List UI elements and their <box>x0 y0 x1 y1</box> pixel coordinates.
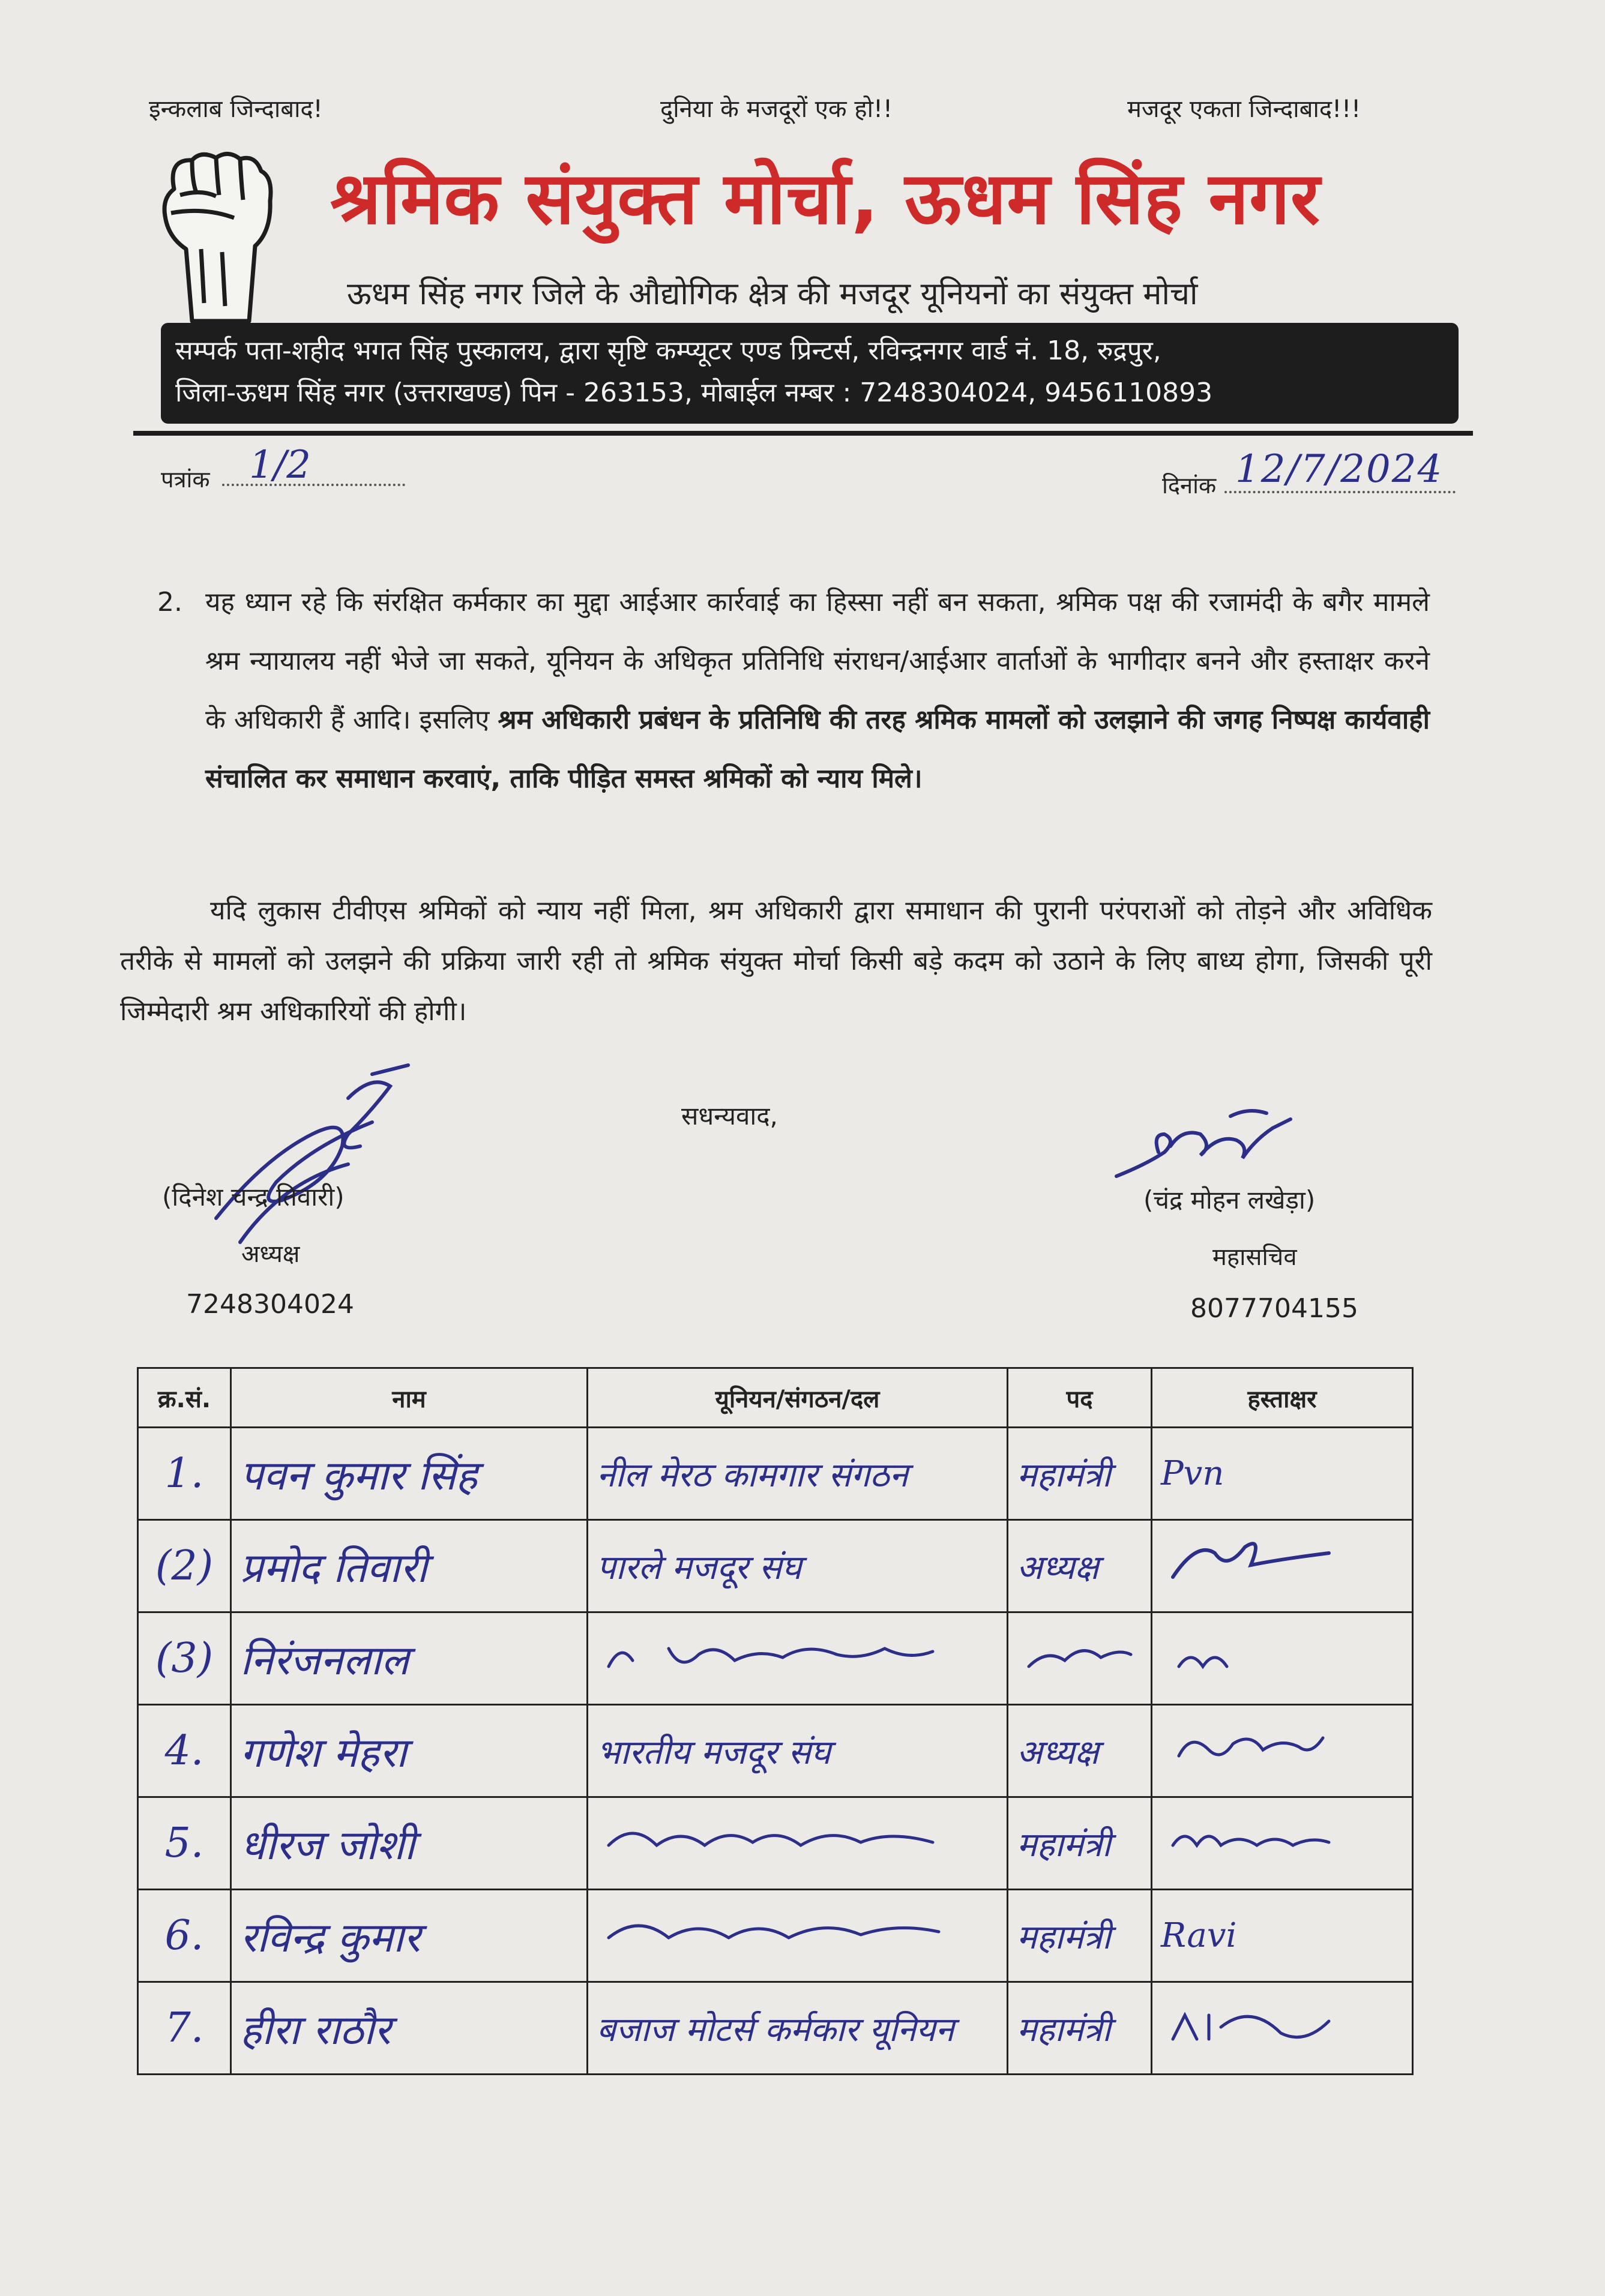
row-post: महामंत्री <box>1008 1890 1152 1982</box>
row-name: हीरा राठौर <box>231 1982 588 2075</box>
paragraph-text: यह ध्यान रहे कि संरक्षित कर्मकार का मुद्दा आईआर कार्रवाई का हिस्सा नहीं बन सकता, श्रमिक पक्ष की रजामंदी के बगैर मामले श्रम न्यायालय नहीं भेजे जा सकते, यूनियन के अधिकृत प्रतिनिधि संराधन/आईआर वार्ताओं के भागीदार बनने और हस्ताक्षर करने के अधिकारी हैं आदि। इसलिए <box>205 587 1430 735</box>
header-signature: हस्ताक्षर <box>1152 1368 1413 1428</box>
handwritten-signature-president <box>192 1062 480 1260</box>
signature-table <box>137 1367 1414 2075</box>
row-organization: पारले मजदूर संघ <box>588 1520 1008 1612</box>
contact-address-box <box>161 323 1459 424</box>
row-serial: 7. <box>138 1982 231 2075</box>
paragraph-point-2 <box>157 573 1430 808</box>
table-row <box>138 1428 1413 1520</box>
handwritten-signature-mark <box>1161 1624 1281 1684</box>
table-row <box>138 1520 1413 1612</box>
row-signature <box>1152 1982 1413 2075</box>
row-post: महामंत्री <box>1008 1428 1152 1520</box>
handwritten-signature-general-secretary <box>1110 1098 1326 1188</box>
row-signature <box>1152 1797 1413 1890</box>
header-organization: यूनियन/संगठन/दल <box>588 1368 1008 1428</box>
slogan-right: मजदूर एकता जिन्दाबाद!!! <box>1127 95 1361 123</box>
table-row <box>138 1797 1413 1890</box>
date-label: दिनांक <box>1162 472 1217 499</box>
paragraph-warning: यदि लुकास टीवीएस श्रमिकों को न्याय नहीं मिला, श्रम अधिकारी द्वारा समाधान की पुरानी परंपराओं को तोड़ने और अविधिक तरीके से मामलों को उलझने की प्रक्रिया जारी रही तो श्रमिक संयुक्त मोर्चा किसी बड़े कदम को उठाने के लिए बाध्य होगा, जिसकी पूरी जिम्मेदारी श्रम अधिकारियों की होगी। <box>120 895 1432 1027</box>
signatory-title-general-secretary: महासचिव <box>1212 1243 1297 1271</box>
handwritten-signature-mark <box>1161 1714 1341 1780</box>
handwritten-signature-mark <box>1161 1529 1341 1595</box>
row-serial: (3) <box>138 1612 231 1705</box>
row-organization <box>588 1890 1008 1982</box>
row-post: अध्यक्ष <box>1008 1705 1152 1797</box>
paragraph-number: 2. <box>157 587 182 618</box>
table-row <box>138 1890 1413 1982</box>
handwritten-organization-scribble <box>597 1902 957 1962</box>
row-organization: नील मेरठ कामगार संगठन <box>588 1428 1008 1520</box>
reference-number: 1/2 <box>249 443 311 487</box>
handwritten-post-scribble <box>1017 1624 1143 1684</box>
row-serial: 4. <box>138 1705 231 1797</box>
handwritten-signature-mark <box>1161 1991 1353 2057</box>
organization-title: श्रमिक संयुक्त मोर्चा, ऊधम सिंह नगर <box>330 157 1320 241</box>
signatory-name-general-secretary: (चंद्र मोहन लखेड़ा) <box>1143 1185 1316 1215</box>
slogan-left: इन्कलाब जिन्दाबाद! <box>149 95 323 123</box>
handwritten-organization-scribble <box>597 1624 957 1684</box>
signatory-name-president: (दिनेश चन्द्र तिवारी) <box>162 1182 345 1212</box>
row-organization <box>588 1797 1008 1890</box>
slogan-middle: दुनिया के मजदूरों एक हो!! <box>660 95 893 123</box>
row-signature <box>1152 1705 1413 1797</box>
row-name: निरंजनलाल <box>231 1612 588 1705</box>
paragraph-bold-text: श्रम अधिकारी प्रबंधन के प्रतिनिधि की तरह श्रमिक मामलों को उलझाने की जगह निष्पक्ष कार्यवाही संचालित कर समाधान करवाएं, ताकि पीड़ित समस्त श्रमिकों को न्याय मिले। <box>205 705 1430 794</box>
date-value: 12/7/2024 <box>1235 447 1444 491</box>
table-row <box>138 1705 1413 1797</box>
row-serial: 5. <box>138 1797 231 1890</box>
contact-line-1: सम्पर्क पता-शहीद भगत सिंह पुस्कालय, द्वारा सृष्टि कम्प्यूटर एण्ड प्रिन्टर्स, रविन्द्रनगर वार्ड नं. 18, रुद्रपुर, <box>175 335 1161 366</box>
row-serial: 6. <box>138 1890 231 1982</box>
handwritten-signature-mark <box>1161 1809 1341 1869</box>
row-name: प्रमोद तिवारी <box>231 1520 588 1612</box>
signatory-title-president: अध्यक्ष <box>241 1240 300 1268</box>
row-name: गणेश मेहरा <box>231 1705 588 1797</box>
row-post <box>1008 1612 1152 1705</box>
row-serial: 1. <box>138 1428 231 1520</box>
handwritten-organization-scribble <box>597 1809 957 1869</box>
row-signature <box>1152 1520 1413 1612</box>
row-signature: Ravi <box>1152 1890 1413 1982</box>
header-name: नाम <box>231 1368 588 1428</box>
row-signature <box>1152 1612 1413 1705</box>
raised-fist-icon <box>144 147 282 327</box>
header-serial: क्र.सं. <box>138 1368 231 1428</box>
row-post: अध्यक्ष <box>1008 1520 1152 1612</box>
row-organization: भारतीय मजदूर संघ <box>588 1705 1008 1797</box>
row-organization: बजाज मोटर्स कर्मकार यूनियन <box>588 1982 1008 2075</box>
row-name: रविन्द्र कुमार <box>231 1890 588 1982</box>
row-name: धीरज जोशी <box>231 1797 588 1890</box>
signatory-phone-president: 7248304024 <box>186 1289 354 1320</box>
row-serial: (2) <box>138 1520 231 1612</box>
row-name: पवन कुमार सिंह <box>231 1428 588 1520</box>
table-row <box>138 1982 1413 2075</box>
closing-thanks: सधन्यवाद, <box>681 1101 778 1131</box>
table-row <box>138 1612 1413 1705</box>
row-organization <box>588 1612 1008 1705</box>
row-post: महामंत्री <box>1008 1982 1152 2075</box>
table-header-row <box>138 1368 1413 1428</box>
row-post: महामंत्री <box>1008 1797 1152 1890</box>
contact-line-2: जिला-ऊधम सिंह नगर (उत्तराखण्ड) पिन - 263153, मोबाईल नम्बर : 7248304024, 9456110893 <box>175 377 1213 408</box>
row-signature: Pvn <box>1152 1428 1413 1520</box>
organization-subtitle: ऊधम सिंह नगर जिले के औद्योगिक क्षेत्र की मजदूर यूनियनों का संयुक्त मोर्चा <box>347 276 1198 312</box>
reference-label: पत्रांक <box>161 466 210 493</box>
signatory-phone-general-secretary: 8077704155 <box>1190 1293 1358 1324</box>
header-post: पद <box>1008 1368 1152 1428</box>
header-divider <box>133 431 1473 436</box>
